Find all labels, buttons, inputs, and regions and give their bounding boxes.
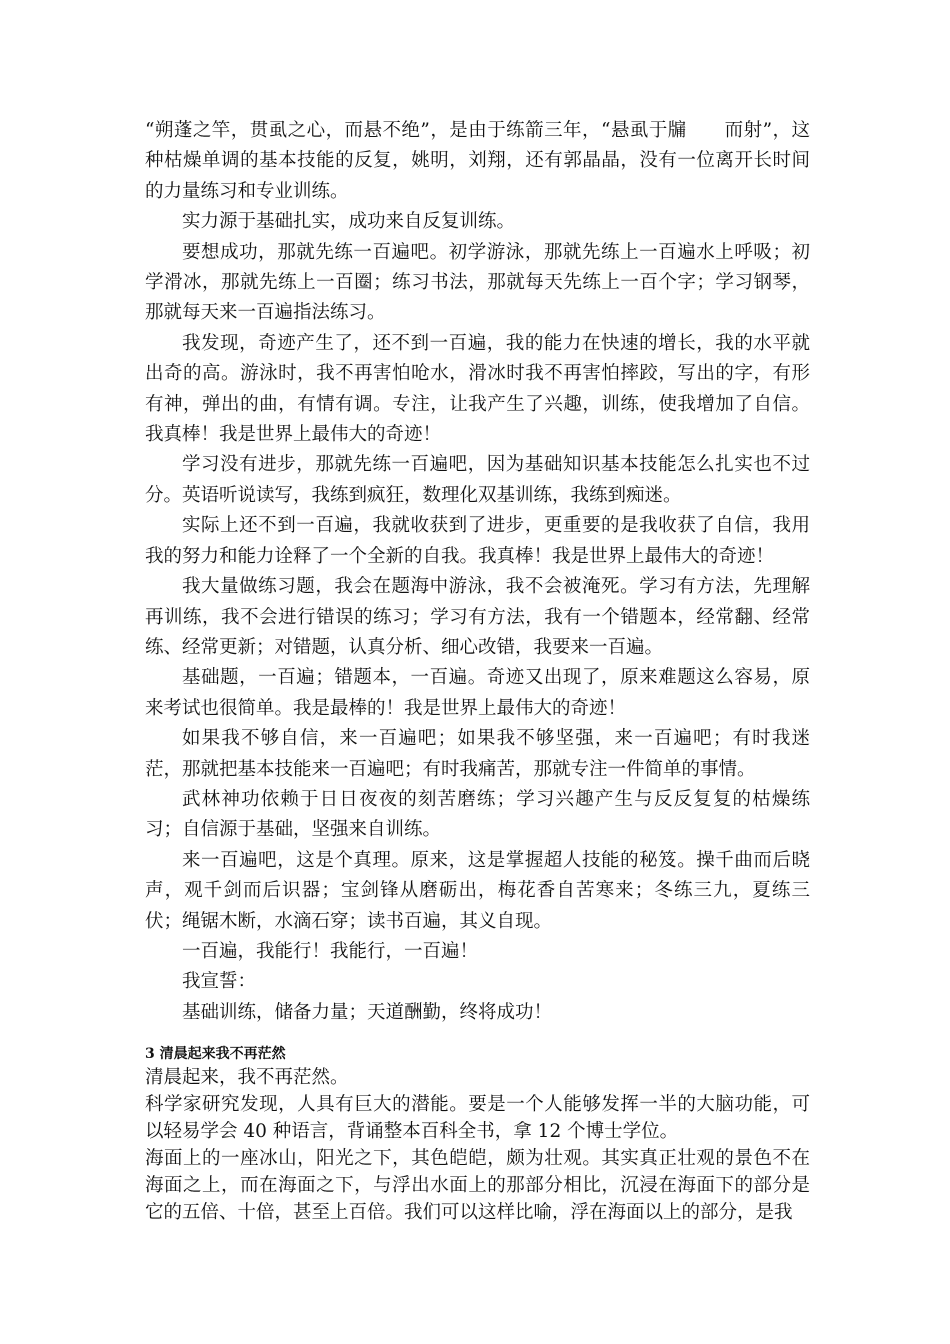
paragraph: 如果我不够自信，来一百遍吧；如果我不够坚强，来一百遍吧；有时我迷茫，那就把基本技能来一百遍吧；有时我痛苦，那就专注一件简单的事情。: [145, 728, 810, 780]
paragraph: 我宣誓：: [182, 971, 257, 993]
paragraph: 基础训练，储备力量；天道酬勤，终将成功！: [182, 1001, 553, 1023]
paragraph: 一百遍，我能行！我能行，一百遍！: [182, 940, 479, 962]
article-section-one: [145, 116, 810, 1028]
paragraph: 清晨起来，我不再茫然。: [145, 1067, 349, 1088]
paragraph: 要想成功，那就先练一百遍吧。初学游泳，那就先练上一百遍水上呼吸；初学滑冰，那就先练上一百圈；练习书法，那就每天先练上一百个字；学习钢琴，那就每天来一百遍指法练习。: [145, 241, 810, 324]
paragraph: 海面上的一座冰山，阳光之下，其色皑皑，颇为壮观。其实真正壮观的景色不在海面之上，而在海面之下，与浮出水面上的那部分相比，沉浸在海面下的部分是它的五倍、十倍，甚至上百倍。我们可以这样比喻，浮在海面以上的部分，是我: [145, 1148, 810, 1223]
paragraph: 我大量做练习题，我会在题海中游泳，我不会被淹死。学习有方法，先理解再训练，我不会进行错误的练习；学习有方法，我有一个错题本，经常翻、经常练、经常更新；对错题，认真分析、细心改错，我要来一百遍。: [145, 576, 810, 658]
paragraph: 我发现，奇迹产生了，还不到一百遍，我的能力在快速的增长，我的水平就出奇的高。游泳时，我不再害怕呛水，滑冰时我不再害怕摔跤，写出的字，有形有神，弹出的曲，有情有调。专注，让我产生了兴趣，训练，使我增加了自信。我真棒！我是世界上最伟大的奇迹！: [145, 332, 810, 446]
paragraph: 来一百遍吧，这是个真理。原来，这是掌握超人技能的秘笈。操千曲而后晓声，观千剑而后识器；宝剑锋从磨砺出，梅花香自苦寒来；冬练三九，夏练三伏；绳锯木断，水滴石穿；读书百遍，其义自现。: [145, 849, 810, 932]
paragraph: 实力源于基础扎实，成功来自反复训练。: [182, 211, 516, 233]
paragraph: 实际上还不到一百遍，我就收获到了进步，更重要的是我收获了自信，我用我的努力和能力诠释了一个全新的自我。我真棒！我是世界上最伟大的奇迹！: [145, 515, 810, 567]
paragraph: 武林神功依赖于日日夜夜的刻苦磨练；学习兴趣产生与反反复复的枯燥练习；自信源于基础，坚强来自训练。: [145, 788, 810, 841]
paragraph: 科学家研究发现，人具有巨大的潜能。要是一个人能够发挥一半的大脑功能，可以轻易学会 40 种语言，背诵整本百科全书，拿 12 个博士学位。: [145, 1094, 810, 1142]
paragraph: “朔蓬之竿，贯虱之心，而悬不绝”，是由于练箭三年，“悬虱于牖 而射”，这种枯燥单调的基本技能的反复，姚明，刘翔，还有郭晶晶，没有一位离开长时间的力量练习和专业训练。: [145, 120, 810, 202]
section-heading: 3 清晨起来我不再茫然: [145, 1046, 286, 1062]
paragraph: 学习没有进步，那就先练一百遍吧，因为基础知识基本技能怎么扎实也不过分。英语听说读写，我练到疯狂，数理化双基训练，我练到痴迷。: [145, 454, 810, 506]
paragraph: 基础题，一百遍；错题本，一百遍。奇迹又出现了，原来难题这么容易，原来考试也很简单。我是最棒的！我是世界上最伟大的奇迹！: [145, 667, 810, 719]
article-section-two: [145, 1044, 810, 1226]
